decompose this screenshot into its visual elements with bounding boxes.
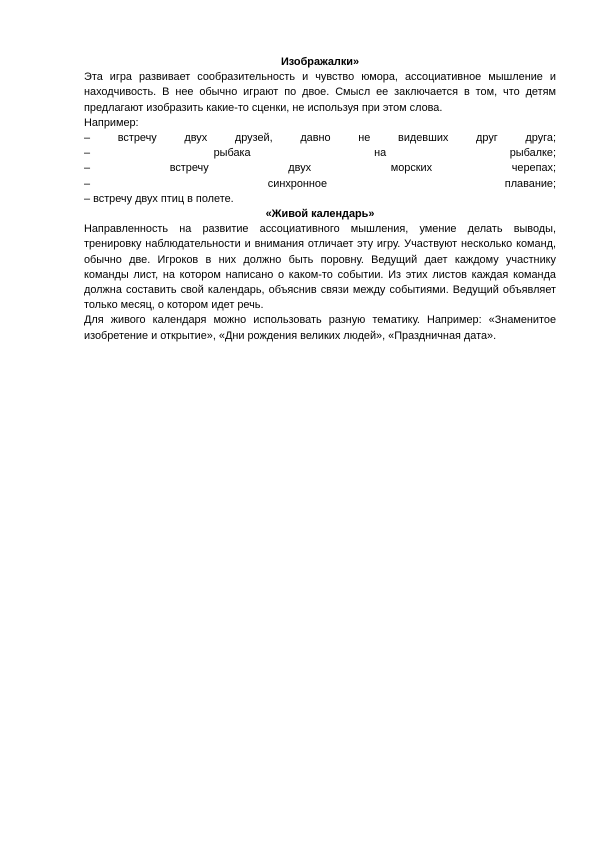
example-item: – встречу двух морских черепах;: [84, 162, 556, 175]
calendar-themes-paragraph: Для живого календаря можно использовать разную тематику. Например: «Знаменитое изобретение и открытие», «Дни рождения великих людей», «Праздничная дата».: [84, 314, 556, 342]
example-item: – синхронное плавание;: [84, 177, 556, 190]
example-item: – встречу двух птиц в полете.: [84, 192, 234, 205]
intro-paragraph: Эта игра развивает сообразительность и чувство юмора, ассоциативное мышление и находчивость. В нее обычно играют по двое. Смысл ее заключается в том, что детям предлагают изобразить какие-то сценки, не используя при этом слова.: [84, 71, 556, 114]
document-page: [84, 55, 556, 344]
calendar-description-paragraph: Направленность на развитие ассоциативного мышления, умение делать выводы, тренировку наблюдательности и внимания отличает эту игру. Участвуют несколько команд, обычно две. Игроков в них должно быть поровну. Ведущий дает каждому участнику команды лист, на котором написано о каком-то событии. Из этих листов каждая команда должна составить свой календарь, объяснив связи между событиями. Ведущий объявляет только месяц, о котором идет речь.: [84, 223, 556, 312]
example-item: – рыбака на рыбалке;: [84, 147, 556, 160]
example-item: – встречу двух друзей, давно не видевших друг друга;: [84, 132, 556, 145]
section-title-izobrazhalki: Изображалки»: [280, 56, 360, 68]
example-label: Например:: [84, 116, 139, 129]
section-title-zhivoy-kalendar: «Живой календарь»: [265, 208, 375, 221]
